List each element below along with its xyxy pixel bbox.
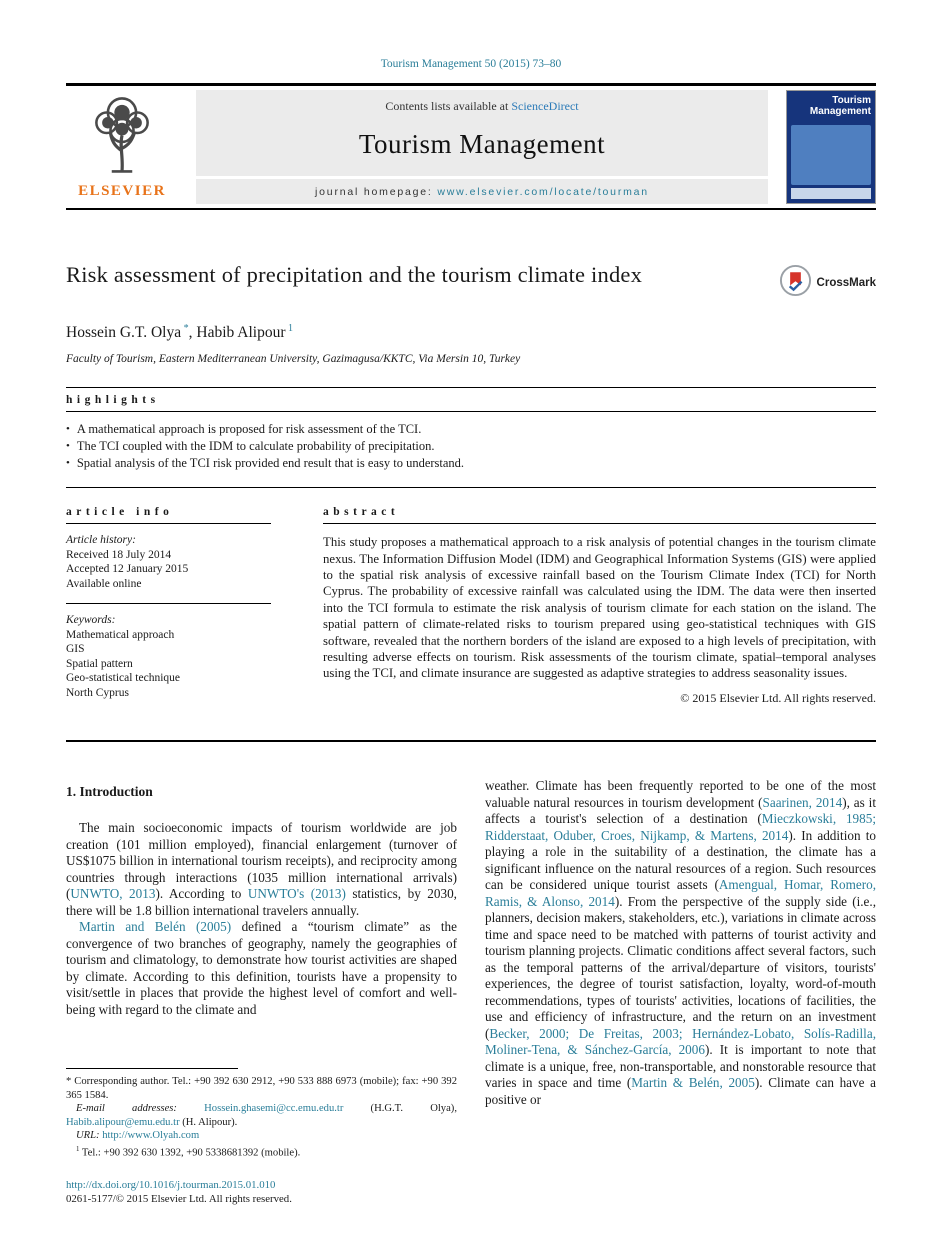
footnote-tel: $^1$ Tel.: +90 392 630 1392, +90 5338681392 (mobile). bbox=[76, 1146, 301, 1159]
article-history-label: Article history: bbox=[66, 534, 136, 547]
journal-reference[interactable]: Tourism Management 50 (2015) 73–80 bbox=[380, 58, 562, 70]
keywords-block bbox=[66, 604, 271, 712]
highlight-item: • Spatial analysis of the TCI risk provided end result that is easy to understand. bbox=[66, 455, 876, 472]
issn-copyright-line: 0261-5177/© 2015 Elsevier Ltd. All rights reserved. bbox=[66, 1193, 292, 1206]
crossmark-label: CrossMark bbox=[816, 277, 876, 289]
history-line: Accepted 12 January 2015 bbox=[66, 563, 189, 576]
header-bottom-rule bbox=[66, 208, 876, 211]
journal-header-box bbox=[196, 90, 768, 204]
history-line: Available online bbox=[66, 577, 142, 590]
info-abstract-section bbox=[66, 500, 876, 742]
elsevier-tree-icon bbox=[83, 92, 161, 179]
bottom-block bbox=[66, 1178, 876, 1206]
highlights-heading: highlights bbox=[66, 394, 160, 407]
footnote-emails: E-mail addresses: Hossein.ghasemi@cc.emu.edu.tr (H.G.T. Olya), Habib.alipour@emu.edu.tr (H. Alipour). bbox=[66, 1103, 457, 1128]
journal-cover-strip bbox=[791, 188, 871, 199]
homepage-prefix: journal homepage: bbox=[315, 185, 438, 198]
footnotes bbox=[66, 1062, 457, 1160]
keyword-line: Mathematical approach bbox=[66, 628, 175, 641]
journal-cover-thumbnail bbox=[786, 90, 876, 204]
body-left-column bbox=[66, 778, 457, 1160]
keyword-line: GIS bbox=[66, 643, 85, 656]
keyword-line: Geo-statistical technique bbox=[66, 672, 181, 685]
highlights-list bbox=[66, 412, 876, 487]
crossmark-icon bbox=[779, 264, 812, 302]
body-right-column bbox=[485, 778, 876, 1160]
footnote-rule bbox=[66, 1068, 238, 1069]
authors-line: Hossein G.T. Olya *, Habib Alipour $^1$ bbox=[66, 323, 294, 342]
highlight-item: • A mathematical approach is proposed for risk assessment of the TCI. bbox=[66, 421, 876, 438]
history-line: Received 18 July 2014 bbox=[66, 548, 172, 561]
journal-header bbox=[66, 86, 876, 208]
article-info-column bbox=[66, 500, 271, 712]
crossmark-badge[interactable] bbox=[779, 264, 876, 302]
journal-title: Tourism Management bbox=[358, 129, 606, 159]
keyword-line: Spatial pattern bbox=[66, 657, 133, 670]
elsevier-logo-text: ELSEVIER bbox=[78, 182, 166, 199]
homepage-line bbox=[196, 176, 768, 204]
abstract-rule bbox=[323, 523, 876, 524]
elsevier-logo bbox=[66, 90, 178, 204]
keywords-label: Keywords: bbox=[66, 614, 116, 627]
body-columns bbox=[66, 778, 876, 1160]
affiliation: Faculty of Tourism, Eastern Mediterranean University, Gazimagusa/KKTC, Via Mersin 10, Turkey bbox=[66, 353, 521, 366]
homepage-url-link[interactable]: www.elsevier.com/locate/tourman bbox=[437, 185, 649, 198]
keyword-line: North Cyprus bbox=[66, 686, 129, 699]
section-heading-introduction: 1. Introduction bbox=[66, 784, 153, 800]
footnote-corresponding: * Corresponding author. Tel.: +90 392 630 2912, +90 533 888 6973 (mobile); fax: +90 392 365 1584. bbox=[66, 1076, 457, 1101]
highlights-bottom-rule bbox=[66, 487, 876, 488]
doi-link[interactable]: http://dx.doi.org/10.1016/j.tourman.2015.01.010 bbox=[66, 1179, 276, 1192]
journal-cover-title: Tourism Management bbox=[809, 94, 871, 117]
abstract-copyright: © 2015 Elsevier Ltd. All rights reserved. bbox=[680, 690, 876, 705]
article-info-heading: article info bbox=[66, 506, 174, 519]
contents-line bbox=[385, 99, 578, 114]
article-title: Risk assessment of precipitation and the tourism climate index bbox=[66, 262, 643, 287]
body-paragraph: The main socioeconomic impacts of tourism worldwide are job creation (101 million employed), financial enlargement (turnover of US$1075 billion in international tourism receipts), and reciprocity among countries through interactions (1035 million international arrivals) (UNWTO, 2013). According to UNWTO's (2013) statistics, by 2030, there will be 1.8 billion international travelers annually. bbox=[66, 820, 457, 918]
body-paragraph: Martin and Belén (2005) defined a “tourism climate” as the convergence of two branches of geography, namely the geographies of tourism and climatology, to demonstrate how tourist activities are shaped by climate. According to this definition, tourists have a propensity to visit/settle in places that provide the highest level of comfort and well-being with regard to the climate and bbox=[66, 919, 457, 1017]
abstract-text: This study proposes a mathematical approach to a risk analysis of potential changes in the tourism climate nexus. The Information Diffusion Model (IDM) and Geographical Information Systems (GIS) were applied to the spatial risk analysis of excessive rainfall based on the Tourism Climate Index (TCI) for North Cyprus. The probability of excessive rainfall was calculated using the IDM. The data were then inserted into the TCI formula to estimate the risk analysis of tourism climate for each station on the island. The spatial pattern of climate-related risks to tourism prepared using geo-statistical techniques with GIS software, revealed that the northern borders of the island are exposed to a high levels of precipitation, with resulting adverse effects on tourism. Risk assessments of the tourism climate, spatial–temporal analyses using the TCI, and climate insurance are suggested as adaptive strategies to address seasonality issues. bbox=[323, 535, 876, 681]
highlight-item: • The TCI coupled with the IDM to calculate probability of precipitation. bbox=[66, 438, 876, 455]
footnote-url: URL: http://www.Olyah.com bbox=[76, 1130, 200, 1142]
journal-cover-image bbox=[791, 125, 871, 185]
article-history-block bbox=[66, 524, 271, 603]
body-paragraph: weather. Climate has been frequently reported to be one of the most valuable natural resources in tourism development (Saarinen, 2014), as it affects a tourist's selection of a destination (Mieczkowski, 1985; Ridderstaat, Oduber, Croes, Nijkamp, & Martens, 2014). In addition to playing a role in the suitability of a destination, the climate has a significant influence on the natural resources of a region. Such resources can be considered unique tourist assets (Amengual, Homar, Romero, Ramis, & Alonso, 2014). From the perspective of the supply side (i.e., planners, decision makers, stakeholders, etc.), variations in climate across time and space need to be matched with patterns of tourist activity and tourism planning projects. Climatic conditions affect several factors, such as the temporal patterns of the arrival/departure of visitors, tourists' experiences, the degree of tourist satisfaction, loyalty, word-of-mouth recommendations, types of tourists' activities, locations of facilities, the use and efficiency of infrastructure, and the return on an investment (Becker, 2000; De Freitas, 2003; Hernández-Lobato, Solís-Radilla, Moliner-Tena, & Sánchez-García, 2006). It is important to note that climate is a unique, free, non-transportable, and nonstorable resource that varies in space and time (Martin & Belén, 2005). Climate can have a positive or bbox=[485, 778, 877, 1107]
sciencedirect-link[interactable]: ScienceDirect bbox=[511, 98, 579, 113]
abstract-heading: abstract bbox=[323, 506, 400, 519]
abstract-column bbox=[323, 500, 876, 712]
contents-prefix: Contents lists available at bbox=[385, 98, 512, 113]
